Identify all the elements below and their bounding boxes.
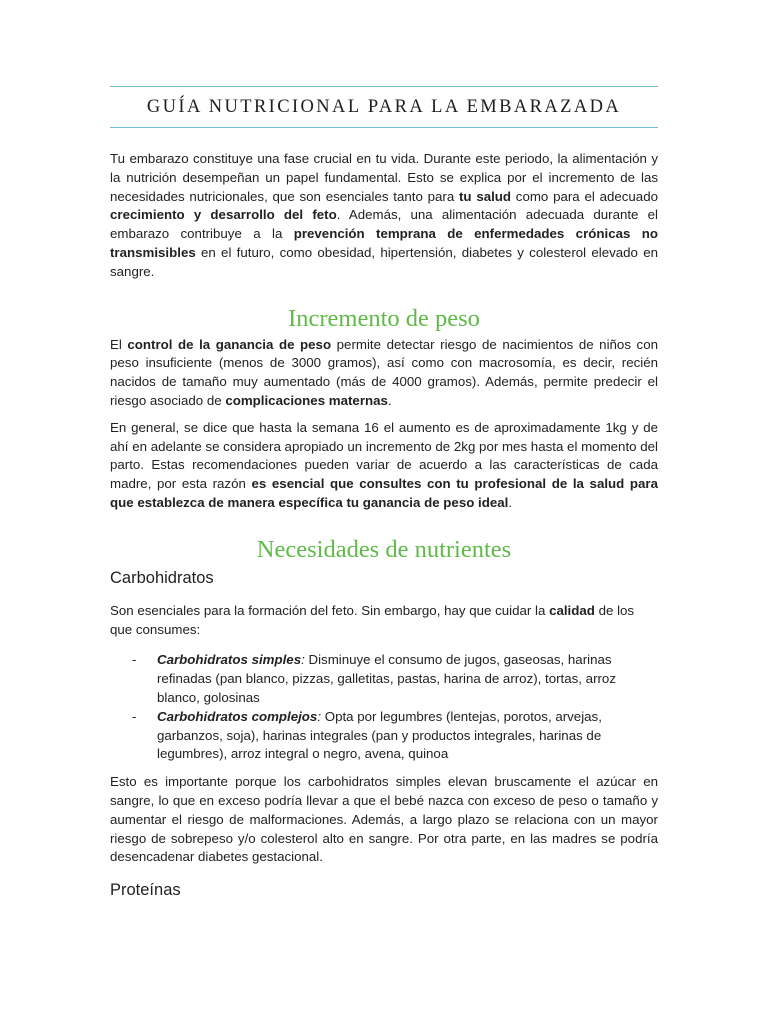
intro-bold-text: tu salud — [459, 188, 512, 204]
intro-bold-text: prevención temprana de enfermedades crónicas no transmisibles — [110, 226, 658, 260]
list-item-colon: : — [301, 652, 305, 668]
carbo-text: de los que consumes: — [110, 602, 635, 637]
intro-text: Tu embarazo constituye una fase crucial en tu vida. Durante este periodo, la alimentación y la nutrición desempeñan un papel fundamental. Esto se explica por el incremento de las necesidades nutricionales, que son esenciales tanto para — [110, 151, 658, 204]
peso-text: permite detectar riesgo de nacimientos de niños con peso insuficiente (menos de 3000 gramos), así como con macrosomía, es decir, recién nacidos de tamaño muy aumentado (más de 4000 gramos). Además, permite predecir el riesgo asociado de — [110, 336, 658, 408]
subsection-heading-carbohidratos: Carbohidratos — [110, 568, 214, 587]
peso-bold-text: es esencial que consultes con tu profesional de la salud para que establezca de manera específica tu ganancia de peso ideal — [110, 476, 658, 510]
list-item-term: Carbohidratos simples — [157, 652, 302, 668]
peso-text: . — [508, 494, 513, 510]
peso-text: El — [110, 336, 128, 352]
peso-paragraph-2 — [110, 419, 658, 513]
title-block — [110, 86, 658, 128]
section-heading-nutrientes: Necesidades de nutrientes — [256, 535, 512, 563]
peso-text: . — [387, 392, 392, 408]
list-item — [110, 651, 658, 707]
document-title: GUÍA NUTRICIONAL PARA LA EMBARAZADA — [146, 96, 622, 117]
carbo-paragraph-2: Esto es importante porque los carbohidratos simples elevan bruscamente el azúcar en sangre, lo que en exceso podría llevar a que el bebé nazca con exceso de peso o tamaño y aumentar el riesgo de malformaciones. Además, a largo plazo se relaciona con un mayor riesgo de sobrepeso y/o colesterol alto en sangre. Por otra parte, en las madres se podría desencadenar diabetes gestacional. — [110, 774, 658, 865]
intro-paragraph — [110, 150, 658, 282]
list-item-text: Disminuye el consumo de jugos, gaseosas, harinas refinadas (pan blanco, pizzas, galletitas, pastas, harina de arroz), tortas, arroz blanco, golosinas — [157, 652, 616, 705]
intro-text: como para el adecuado — [511, 188, 658, 204]
list-item-colon: : — [317, 708, 322, 724]
carbo-text: Son esenciales para la formación del feto. Sin embargo, hay que cuidar la — [110, 602, 550, 618]
document-body — [110, 150, 658, 901]
subsection-heading-proteinas: Proteínas — [110, 881, 181, 900]
peso-text: En general, se dice que hasta la semana 16 el aumento es de aproximadamente 1kg y de ahí en adelante se considera apropiado un incremento de 2kg por mes hasta el momento del parto. Estas recomendaciones pueden variar de acuerdo a las características de cada madre, por esta razón — [110, 419, 658, 492]
carbo-list — [110, 651, 658, 764]
list-item-term: Carbohidratos complejos — [157, 708, 318, 724]
list-item-text: Opta por legumbres (lentejas, porotos, arvejas, garbanzos, soja), harinas integrales (pan y productos integrales, harinas de legumbres), arroz integral o negro, avena, quinoa — [157, 708, 602, 762]
intro-bold-text: crecimiento y desarrollo del feto — [110, 207, 337, 223]
peso-bold-text: complicaciones maternas — [225, 392, 388, 408]
intro-text: en el futuro, como obesidad, hipertensión, diabetes y colesterol elevado en sangre. — [110, 244, 658, 279]
intro-text: . Además, una alimentación adecuada durante el embarazo contribuye a la — [110, 207, 658, 242]
carbo-intro-paragraph — [110, 602, 658, 640]
list-item — [110, 708, 658, 764]
peso-bold-text: control de la ganancia de peso — [127, 336, 332, 352]
carbo-bold-text: calidad — [549, 602, 595, 618]
list-dash: - — [132, 708, 137, 724]
peso-paragraph-1 — [110, 336, 658, 411]
list-dash: - — [132, 652, 137, 668]
section-heading-peso: Incremento de peso — [288, 304, 480, 332]
